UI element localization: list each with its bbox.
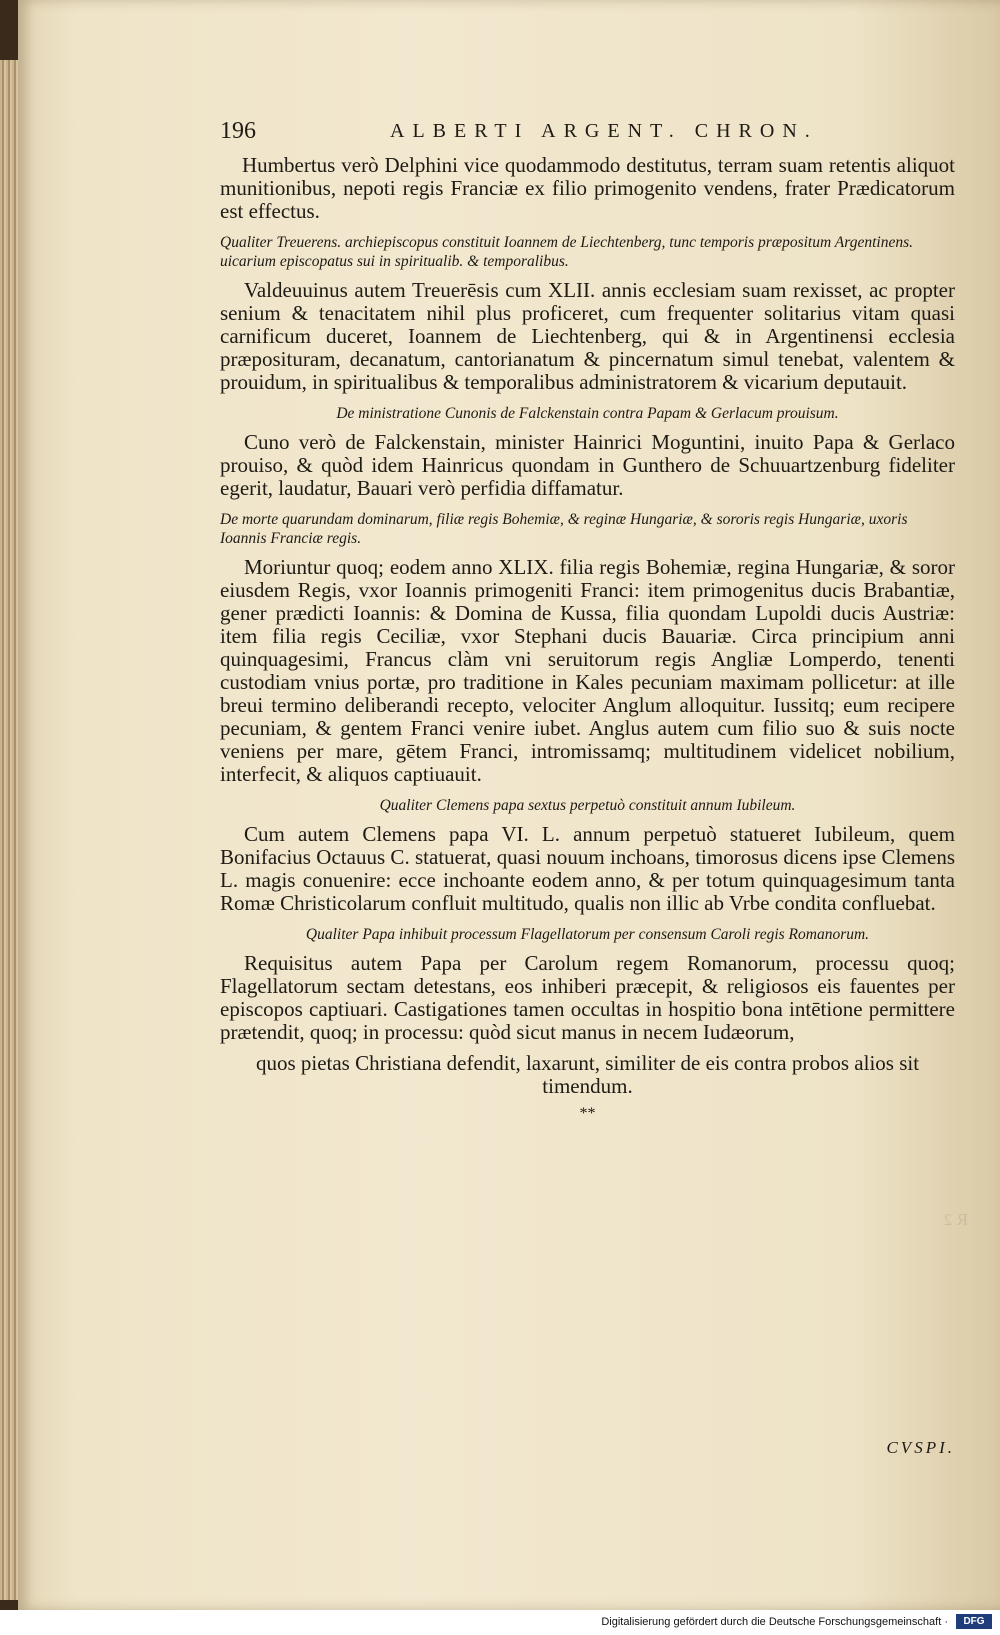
running-head [220,118,955,148]
folio-number: 196 [220,118,256,144]
paragraph: Humbertus verò Delphini vice quodammodo destitutus, terram suam retentis aliquot munitionibus, nepoti regis Franciæ ex filio primogenito vendens, frater Prædicatorum est effectus. [220,153,955,223]
paragraph: Moriuntur quoq; eodem anno XLIX. filia regis Bohemiæ, regina Hungariæ, & soror eiusdem Regis, vxor Ioannis primogeniti Franci: item primogenitus ducis Brabantiæ, gener prædicti Ioannis: & Domina de Kussa, filia quondam Lupoldi ducis Austriæ: item filia regis Ceciliæ, vxor Stephani ducis Bauariæ. Circa principium anni quinquagesimi, Francus clàm vni seruitorum regis Angliæ Lomperdo, tenenti custodiam vnius portæ, pro traditione in Kales pecuniam maximam pollicetur: at ille breui termino deliberandi recepto, velociter Anglum alloquitur. Iussitq; eum recipere pecuniam, & gentem Franci venire iubet. Anglus autem cum filio suo & suis nocte veniens per mare, gētem Franci, intromissamq; multitudinem videlicet nobilium, interfecit, & aliquos captiuauit. [220,555,955,786]
dfg-logo: DFG [956,1614,992,1629]
paragraph: Cum autem Clemens papa VI. L. annum perpetuò statueret Iubileum, quem Bonifacius Octauus C. statuerat, quasi nouum inchoans, timorosus dicens ipse Clemens L. magis conuenire: ecce inchoante eodem anno, & per totum quinquagesimum tanta Romæ Christicolarum confluit multitudo, qualis non illic ab Vrbe condita confluebat. [220,822,955,915]
paragraph: Valdeuuinus autem Treuerēsis cum XLII. annis ecclesiam suam rexisset, ac propter senium & tenacitatem nihil plus proficeret, cum frequenter solitarius vitam quasi carnificum duceret, Ioannem de Liechtenberg, qui & in Argentinensi ecclesia præposituram, decanatum, cantorianatum & pincernatum simul tenebat, valentem & prouidum, in spiritualibus & temporalibus administratorem & vicarium deputauit. [220,278,955,394]
ornament-stars: ** [579,1105,596,1122]
footer-bar [0,1610,1000,1635]
closing-paragraph: quos pietas Christiana defendit, laxarunt, similiter de eis contra probos alios sit timendum. [255,1051,920,1098]
section-heading: De ministratione Cunonis de Falckenstain contra Papam & Gerlacum prouisum. [336,405,839,422]
running-title: ALBERTI ARGENT. CHRON. [390,120,818,142]
signature-mark: R 2 [943,1210,968,1229]
paragraph: Cuno verò de Falckenstain, minister Hainrici Moguntini, inuito Papa & Gerlaco prouiso, & quòd idem Hainricus quondam in Gunthero de Schuuartzenburg fideliter egerit, laudatur, Bauari verò perfidia diffamatur. [220,430,955,500]
funding-notice: Digitalisierung gefördert durch die Deutsche Forschungsgemeinschaft · [601,1616,948,1628]
show-through-text [578,1210,968,1320]
section-heading: Qualiter Papa inhibuit processum Flagellatorum per consensum Caroli regis Romanorum. [305,926,870,943]
paragraph: Requisitus autem Papa per Carolum regem Romanorum, processu quoq; Flagellatorum sectam detestans, eos inhiberi præcepit, & religiosos eis fauentes per episcopos captiuari. Castigationes tamen occultas in hospitio bona intētione permittere prætendit, quoq; in processu: quòd sicut manus in necem Iudæorum, [220,951,955,1044]
catchword: CVSPI. [886,1438,955,1457]
page-content [220,118,955,1457]
section-heading: Qualiter Clemens papa sextus perpetuò constituit annum Iubileum. [379,797,796,814]
section-heading: De morte quarundam dominarum, filiæ regis Bohemiæ, & reginæ Hungariæ, & sororis regis Hungariæ, uxoris Ioannis Franciæ regis. [220,511,908,547]
page-sheet [18,0,1000,1610]
section-heading: Qualiter Treuerens. archiepiscopus constituit Ioannem de Liechtenberg, tunc temporis præpositum Argentinens. uicarium episcopatus sui in spiritualib. & temporalibus. [220,234,913,270]
